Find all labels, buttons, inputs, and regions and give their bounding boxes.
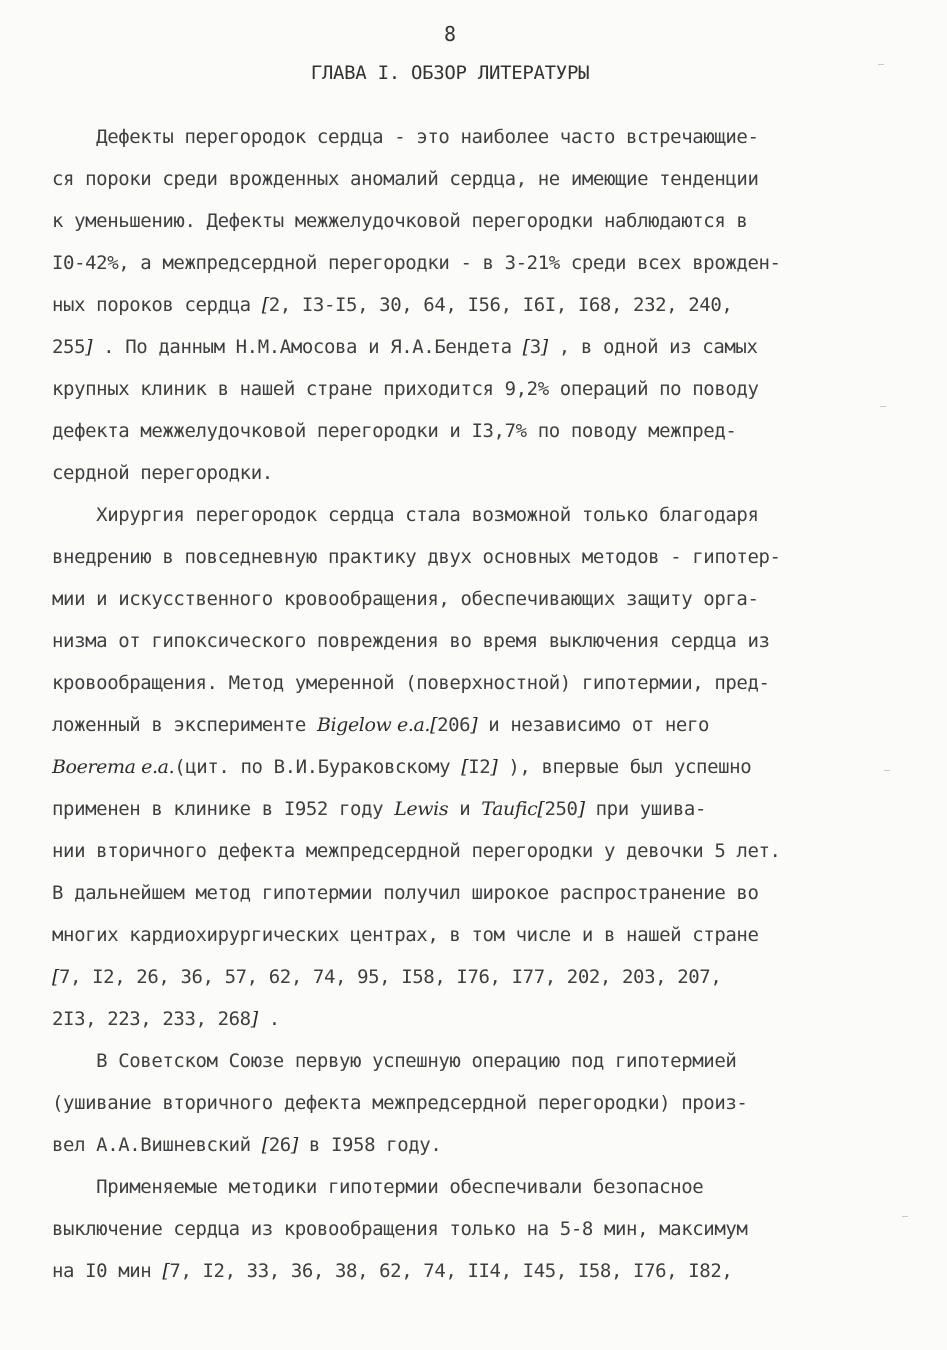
handwritten-bracket: ]: [250, 1008, 258, 1030]
page-number: 8: [443, 22, 457, 46]
handwritten-bracket: ]: [540, 336, 548, 358]
text-segment: 3: [529, 336, 541, 358]
text-line: [52, 1216, 912, 1242]
text-segment: , в одной из самых: [547, 336, 758, 358]
handwritten-name: Boerema e.a.: [52, 756, 175, 778]
text-line: [52, 208, 912, 234]
text-line: [52, 1048, 912, 1074]
text-segment: и независимо от него: [477, 714, 710, 736]
text-segment: 2, I3-I5, 30, 64, I56, I6I, I68, 232, 240,: [268, 294, 733, 316]
chapter-title: ГЛАВА I. ОБЗОР ЛИТЕРАТУРЫ: [310, 62, 590, 84]
text-segment: и: [448, 798, 482, 820]
text-segment: к уменьшению. Дефекты межжелудочковой перегородки наблюдаются в: [52, 210, 748, 232]
handwritten-name: Bigelow e.a.: [316, 714, 431, 736]
text-segment: (цит. по В.И.Бураковскому: [174, 756, 462, 778]
text-segment: 7, I2, 26, 36, 57, 62, 74, 95, I58, I76, I77, 202, 203, 207,: [59, 966, 722, 988]
text-line: [52, 838, 912, 864]
handwritten-bracket: [: [162, 1260, 170, 1282]
text-segment: 26: [268, 1134, 291, 1156]
text-segment: крупных клиник в нашей стране приходится 9,2% операций по поводу: [52, 378, 759, 400]
text-line: [52, 1174, 912, 1200]
text-segment: низма от гипоксического повреждения во время выключения сердца из: [52, 630, 770, 652]
scan-speck: [880, 406, 886, 407]
text-line: [52, 544, 912, 570]
handwritten-bracket: [: [430, 714, 438, 736]
text-segment: ложенный в эксперименте: [52, 714, 317, 736]
text-line: [52, 880, 912, 906]
text-line: [52, 1258, 912, 1284]
handwritten-bracket: [: [537, 798, 545, 820]
text-line: [52, 670, 912, 696]
text-segment: .: [257, 1008, 280, 1030]
text-segment: (ушивание вторичного дефекта межпредсердной перегородки) произ-: [52, 1092, 748, 1114]
text-line: [52, 250, 912, 276]
text-segment: ), впервые был успешно: [497, 756, 752, 778]
text-line: [52, 1132, 912, 1158]
text-segment: В Советском Союзе первую успешную операцию под гипотермией: [52, 1050, 737, 1072]
handwritten-bracket: ]: [85, 336, 93, 358]
handwritten-bracket: ]: [490, 756, 498, 778]
text-line: [52, 628, 912, 654]
text-segment: . По данным Н.М.Амосова и Я.А.Бендета: [92, 336, 523, 358]
handwritten-bracket: [: [522, 336, 530, 358]
text-segment: В дальнейшем метод гипотермии получил широкое распространение во: [52, 882, 759, 904]
text-segment: I0-42%, а межпредсердной перегородки - в 3-21% среди всех врожден-: [52, 252, 781, 274]
text-line: [52, 376, 912, 402]
text-line: [52, 124, 912, 150]
handwritten-bracket: [: [52, 966, 60, 988]
scan-speck: [878, 64, 884, 65]
text-segment: в I958 году.: [297, 1134, 442, 1156]
text-segment: 2I3, 223, 233, 268: [52, 1008, 251, 1030]
scan-speck: [902, 1216, 908, 1217]
text-segment: ся пороки среди врожденных аномалий сердца, не имеющие тенденции: [52, 168, 759, 190]
text-segment: I2: [468, 756, 491, 778]
text-segment: ных пороков сердца: [52, 294, 262, 316]
handwritten-bracket: [: [261, 294, 269, 316]
text-segment: 206: [437, 714, 471, 736]
text-segment: внедрению в повседневную практику двух основных методов - гипотер-: [52, 546, 781, 568]
text-line: [52, 1090, 912, 1116]
handwritten-bracket: [: [461, 756, 469, 778]
text-line: [52, 166, 912, 192]
text-segment: выключение сердца из кровообращения только на 5-8 мин, максимум: [52, 1218, 748, 1240]
scan-speck: [884, 770, 890, 771]
text-segment: Хирургия перегородок сердца стала возможной только благодаря: [52, 504, 759, 526]
text-segment: нии вторичного дефекта межпредсердной перегородки у девочки 5 лет.: [52, 840, 781, 862]
handwritten-bracket: ]: [470, 714, 478, 736]
text-segment: Дефекты перегородок сердца - это наиболее часто встречающие-: [52, 126, 759, 148]
text-line: [52, 334, 912, 360]
handwritten-bracket: ]: [577, 798, 585, 820]
text-segment: при ушива-: [584, 798, 707, 820]
text-segment: на I0 мин: [52, 1260, 163, 1282]
text-line: [52, 1006, 912, 1032]
text-segment: многих кардиохирургических центрах, в том числе и в нашей стране: [52, 924, 759, 946]
text-line: [52, 586, 912, 612]
text-segment: 255: [52, 336, 86, 358]
handwritten-bracket: ]: [290, 1134, 298, 1156]
text-segment: сердной перегородки.: [52, 462, 273, 484]
text-segment: Применяемые методики гипотермии обеспечивали безопасное: [52, 1176, 704, 1198]
text-segment: 7, I2, 33, 36, 38, 62, 74, II4, I45, I58, I76, I82,: [169, 1260, 733, 1282]
text-line: [52, 796, 912, 822]
text-segment: применен в клинике в I952 году: [52, 798, 395, 820]
text-line: [52, 502, 912, 528]
text-segment: мии и искусственного кровообращения, обеспечивающих защиту орга-: [52, 588, 759, 610]
text-segment: дефекта межжелудочковой перегородки и I3,7% по поводу межпред-: [52, 420, 737, 442]
text-line: [52, 712, 912, 738]
text-segment: кровообращения. Метод умеренной (поверхностной) гипотермии, пред-: [52, 672, 770, 694]
text-line: [52, 292, 912, 318]
text-line: [52, 922, 912, 948]
handwritten-name: Lewis: [394, 798, 449, 820]
text-line: [52, 964, 912, 990]
text-line: [52, 754, 912, 780]
handwritten-bracket: [: [261, 1134, 269, 1156]
text-segment: 250: [544, 798, 578, 820]
handwritten-name: Taufic: [481, 798, 538, 820]
text-segment: вел А.А.Вишневский: [52, 1134, 262, 1156]
text-line: [52, 418, 912, 444]
text-line: [52, 460, 912, 486]
